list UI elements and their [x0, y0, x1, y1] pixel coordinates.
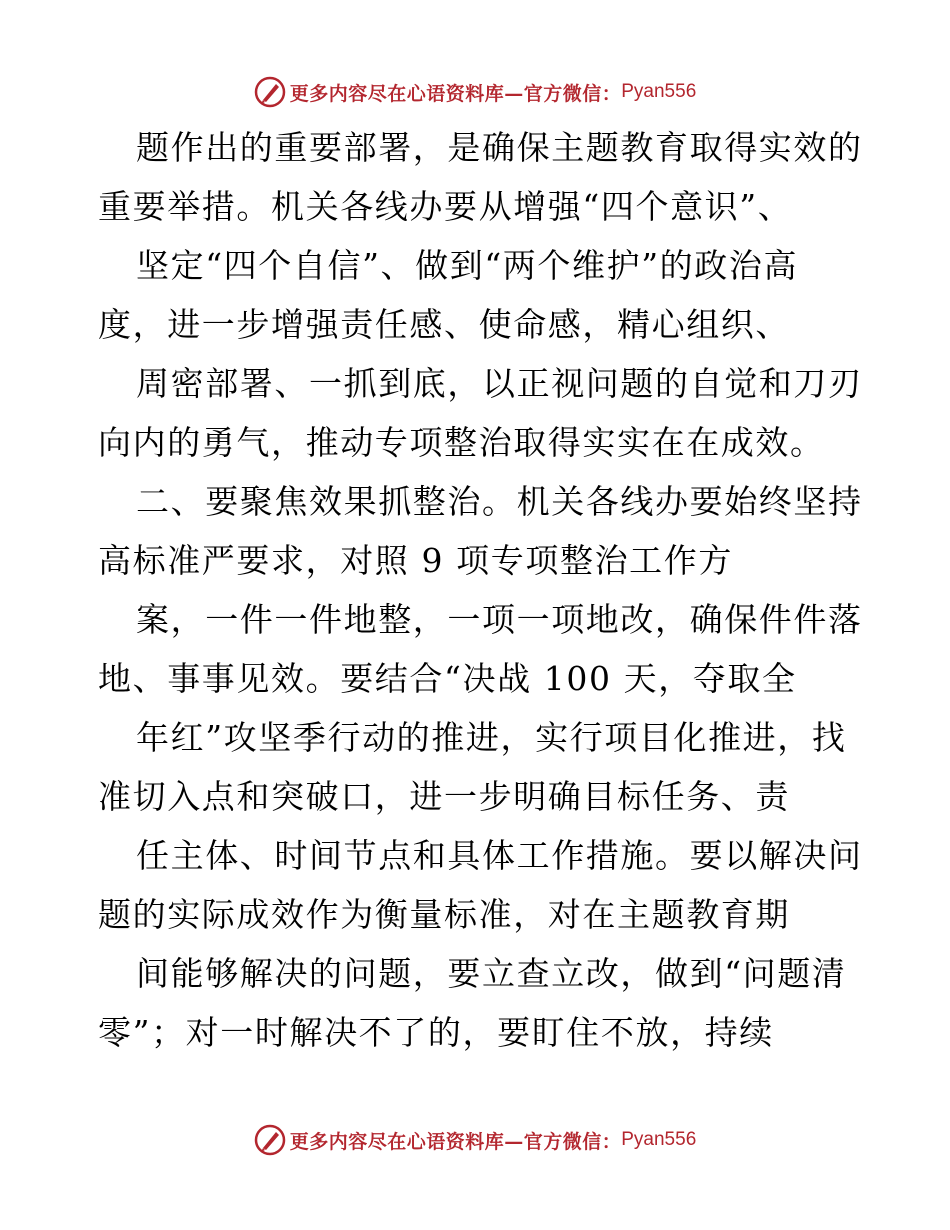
text-line: 间能够解决的问题，要立查立改，做到“问题清 [136, 954, 847, 993]
watermark-wechat-id: Pyan556 [621, 1129, 697, 1150]
footer-watermark [0, 1120, 950, 1160]
text-line: 题的实际成效作为衡量标准，对在主题教育期 [98, 895, 790, 934]
watermark-text: 更多内容尽在心语资料库—官方微信： [289, 82, 622, 105]
text-line: 案，一件一件地整，一项一项地改，确保件件落 [136, 600, 863, 639]
text-line: 周密部署、一抓到底，以正视问题的自觉和刀刃 [136, 364, 863, 403]
header-watermark [0, 72, 950, 112]
text-line: 零”；对一时解决不了的，要盯住不放，持续 [98, 1013, 774, 1052]
text-line: 地、事事见效。要结合“决战 100 天，夺取全 [98, 659, 797, 698]
text-line: 重要举措。机关各线办要从增强“四个意识”、 [98, 187, 793, 226]
text-line: 向内的勇气，推动专项整治取得实实在在成效。 [98, 423, 825, 462]
text-line: 任主体、时间节点和具体工作措施。要以解决问 [136, 836, 863, 875]
section-heading-line: 二、要聚焦效果抓整治。机关各线办要始终坚持 [136, 482, 863, 521]
document-body [0, 118, 950, 1062]
quill-logo-icon [254, 1124, 286, 1156]
text-line: 坚定“四个自信”、做到“两个维护”的政治高 [136, 246, 799, 285]
text-line: 度，进一步增强责任感、使命感，精心组织、 [98, 305, 790, 344]
watermark-text: 更多内容尽在心语资料库—官方微信： [289, 1130, 622, 1153]
text-line: 题作出的重要部署，是确保主题教育取得实效的 [136, 128, 863, 167]
quill-logo-icon [254, 76, 286, 108]
text-line: 年红”攻坚季行动的推进，实行项目化推进，找 [136, 718, 847, 757]
text-line: 高标准严要求，对照 9 项专项整治工作方 [98, 541, 733, 580]
text-line: 准切入点和突破口，进一步明确目标任务、责 [98, 777, 790, 816]
watermark-wechat-id: Pyan556 [621, 81, 697, 102]
